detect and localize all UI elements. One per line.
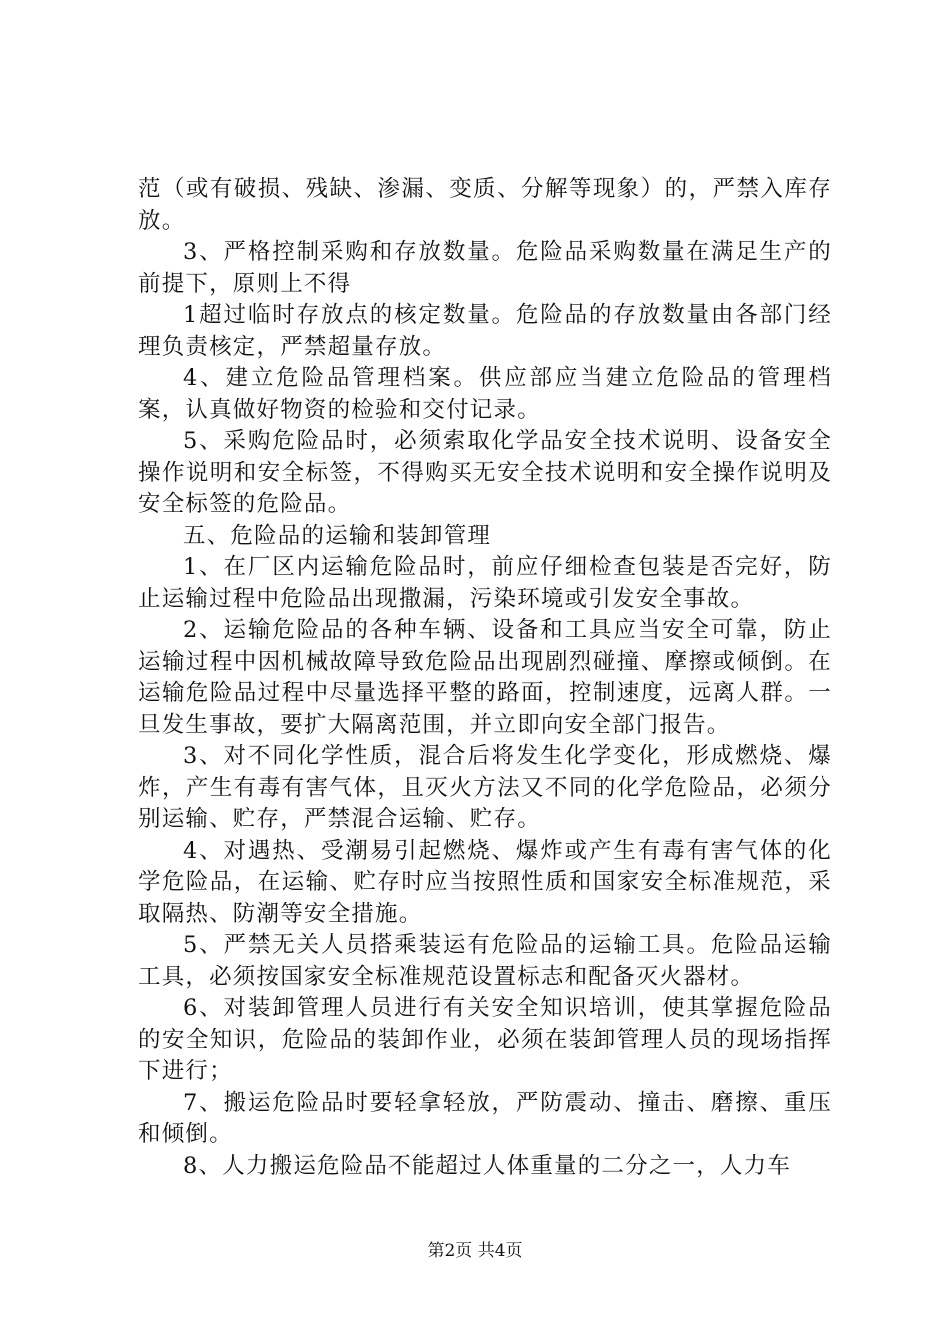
paragraph-3: 1超过临时存放点的核定数量。危险品的存放数量由各部门经理负责核定，严禁超量存放。 xyxy=(138,302,832,360)
paragraph-4: 4、建立危险品管理档案。供应部应当建立危险品的管理档案，认真做好物资的检验和交付记录。 xyxy=(138,365,832,423)
page-number-footer: 第2页 共4页 xyxy=(427,1241,523,1261)
paragraph-9: 3、对不同化学性质，混合后将发生化学变化，形成燃烧、爆炸，产生有毒有害气体，且灭火方法又不同的化学危险品，必须分别运输、贮存，严禁混合运输、贮存。 xyxy=(138,743,832,832)
paragraph-7: 1、在厂区内运输危险品时，前应仔细检查包装是否完好，防止运输过程中危险品出现撒漏，污染环境或引发安全事故。 xyxy=(138,554,832,612)
paragraph-1: 范（或有破损、残缺、渗漏、变质、分解等现象）的，严禁入库存放。 xyxy=(138,176,832,234)
paragraph-10: 4、对遇热、受潮易引起燃烧、爆炸或产生有毒有害气体的化学危险品，在运输、贮存时应当按照性质和国家安全标准规范，采取隔热、防潮等安全措施。 xyxy=(138,837,832,927)
paragraph-14: 8、人力搬运危险品不能超过人体重量的二分之一，人力车 xyxy=(183,1152,792,1179)
paragraph-11: 5、严禁无关人员搭乘装运有危险品的运输工具。危险品运输工具，必须按国家安全标准规范设置标志和配备灭火器材。 xyxy=(138,932,832,990)
document-body xyxy=(138,174,832,1182)
paragraph-12: 6、对装卸管理人员进行有关安全知识培训，使其掌握危险品的安全知识，危险品的装卸作业，必须在装卸管理人员的现场指挥下进行； xyxy=(138,995,832,1084)
paragraph-2: 3、严格控制采购和存放数量。危险品采购数量在满足生产的前提下，原则上不得 xyxy=(138,239,832,297)
section-heading: 五、危险品的运输和装卸管理 xyxy=(183,522,492,549)
paragraph-13: 7、搬运危险品时要轻拿轻放，严防震动、撞击、磨擦、重压和倾倒。 xyxy=(138,1089,832,1147)
paragraph-5: 5、采购危险品时，必须索取化学品安全技术说明、设备安全操作说明和安全标签，不得购买无安全技术说明和安全操作说明及安全标签的危险品。 xyxy=(138,428,832,517)
paragraph-8: 2、运输危险品的各种车辆、设备和工具应当安全可靠，防止运输过程中因机械故障导致危险品出现剧烈碰撞、摩擦或倾倒。在运输危险品过程中尽量选择平整的路面，控制速度，远离人群。一旦发生事故，要扩大隔离范围，并立即向安全部门报告。 xyxy=(138,617,832,738)
